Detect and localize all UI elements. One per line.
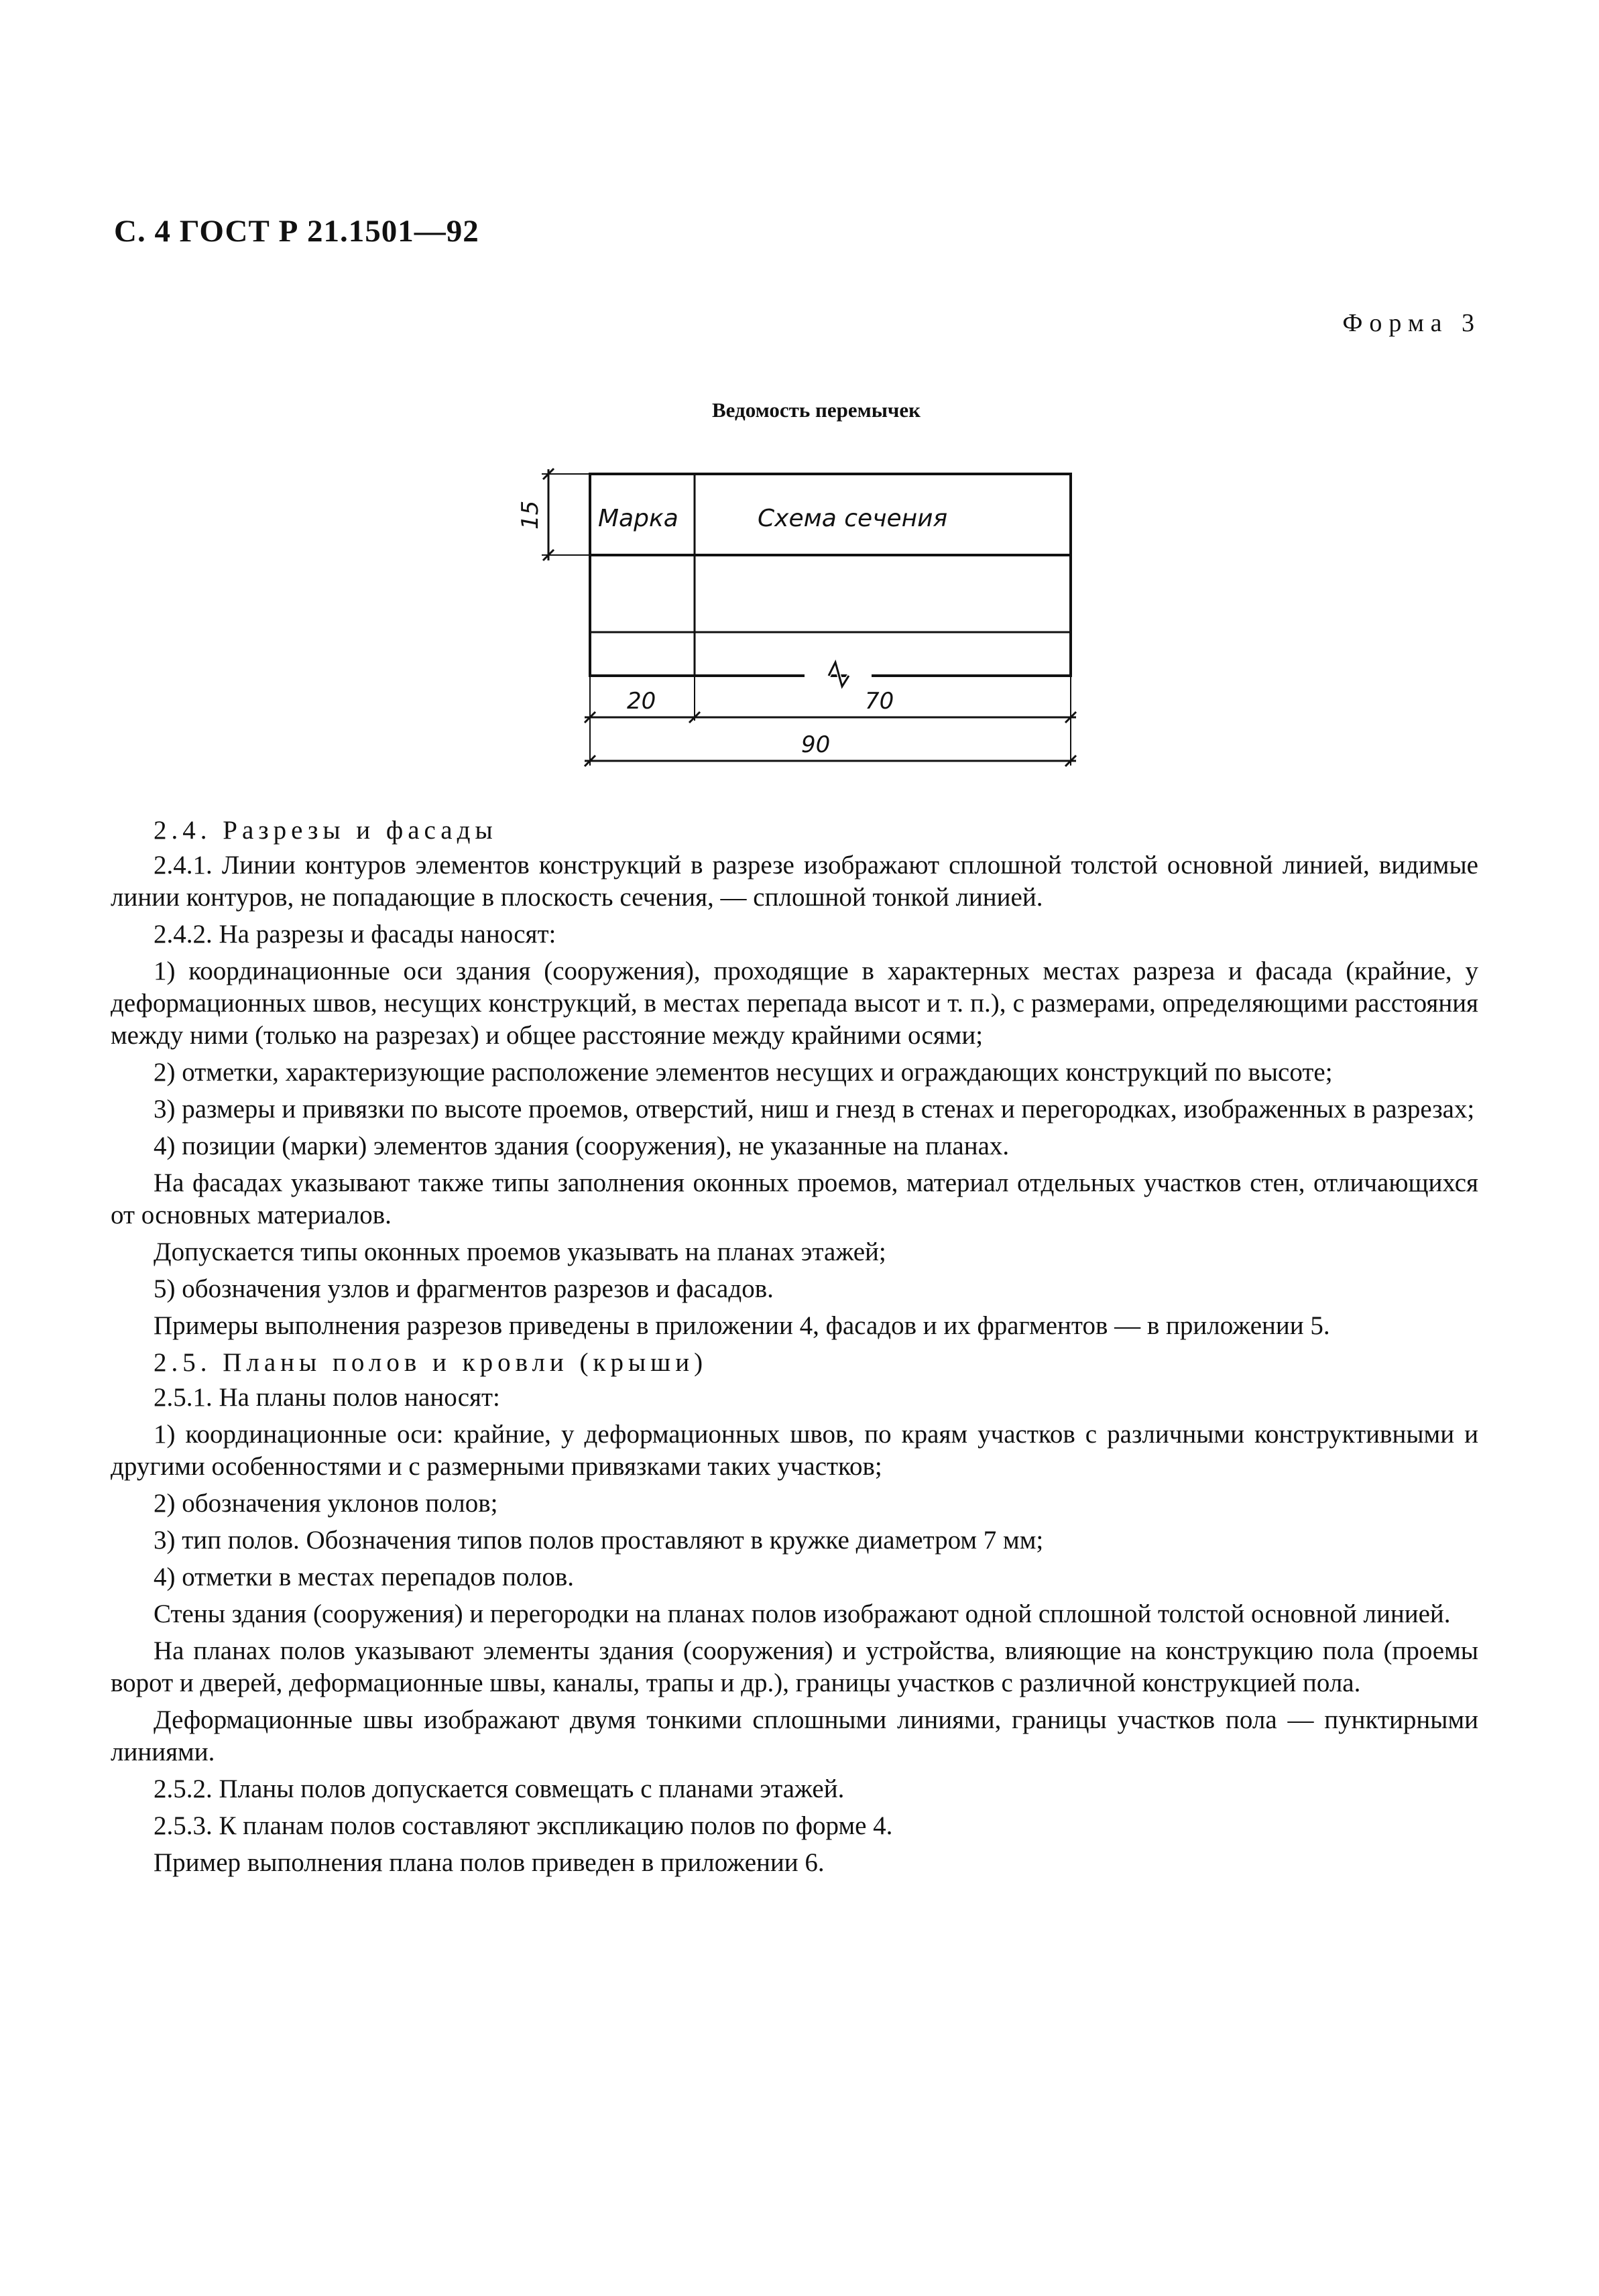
list-item: 1) координационные оси: крайние, у деформационных швов, по краям участков с различными конструктивными и другими особенностями и с размерными привязками таких участков;	[111, 1420, 1478, 1481]
paragraph-2-4-1: 2.4.1. Линии контуров элементов конструкций в разрезе изображают сплошной толстой основной линией, видимые линии контуров, не попадающие в плоскость сечения, — сплошной тонкой линией.	[111, 851, 1478, 912]
form-label: Форма 3	[1342, 309, 1481, 337]
paragraph: Допускается типы оконных проемов указывать на планах этажей;	[154, 1237, 886, 1266]
paragraph: На фасадах указывают также типы заполнения оконных проемов, материал отдельных участков стен, отличающихся от основных материалов.	[111, 1168, 1478, 1229]
section-heading-2-4: 2.4. Разрезы и фасады	[154, 816, 497, 845]
list-item: 2) обозначения уклонов полов;	[154, 1489, 498, 1518]
column-header-section-scheme: Схема сечения	[758, 505, 948, 532]
dimension-col1: 20	[627, 688, 656, 715]
list-item: 2) отметки, характеризующие расположение элементов несущих и ограждающих конструкций по высоте;	[154, 1058, 1333, 1087]
dimension-total: 90	[801, 731, 831, 758]
list-item: 4) отметки в местах перепадов полов.	[154, 1563, 575, 1591]
list-item: 5) обозначения узлов и фрагментов разрезов и фасадов.	[154, 1274, 774, 1303]
dimension-row-height: 15	[517, 500, 544, 530]
paragraph-2-5-2: 2.5.2. Планы полов допускается совмещать с планами этажей.	[154, 1774, 845, 1803]
paragraph: На планах полов указывают элементы здания (сооружения) и устройства, влияющие на конструкцию пола (проемы ворот и дверей, деформационные швы, каналы, трапы и др.), границы участков с различной конструкцией пола.	[111, 1636, 1478, 1697]
paragraph: Пример выполнения плана полов приведен в приложении 6.	[154, 1848, 825, 1877]
paragraph-2-5-3: 2.5.3. К планам полов составляют экспликацию полов по форме 4.	[154, 1811, 893, 1840]
list-item: 4) позиции (марки) элементов здания (сооружения), не указанные на планах.	[154, 1132, 1010, 1160]
list-item: 1) координационные оси здания (сооружения), проходящие в характерных местах разреза и фасада (крайние, у деформационных швов, несущих конструкций, в местах перепада высот и т. п.), с размерами, определяющими расстояния между ними (только на разрезах) и общее расстояние между крайними осями;	[111, 957, 1478, 1050]
paragraph: Деформационные швы изображают двумя тонкими сплошными линиями, границы участков пола — пунктирными линиями.	[111, 1705, 1478, 1766]
paragraph: Стены здания (сооружения) и перегородки на планах полов изображают одной сплошной толстой основной линией.	[154, 1599, 1451, 1628]
dimension-col2: 70	[865, 688, 894, 715]
form-title: Ведомость перемычек	[712, 398, 921, 422]
list-item: 3) тип полов. Обозначения типов полов проставляют в кружке диаметром 7 мм;	[154, 1526, 1044, 1555]
paragraph: Примеры выполнения разрезов приведены в приложении 4, фасадов и их фрагментов — в приложении 5.	[154, 1311, 1330, 1340]
page-header: С. 4 ГОСТ Р 21.1501—92	[114, 214, 479, 249]
section-heading-2-5: 2.5. Планы полов и кровли (крыши)	[154, 1348, 708, 1377]
column-header-mark: Марка	[598, 505, 678, 532]
list-item: 3) размеры и привязки по высоте проемов, отверстий, ниш и гнезд в стенах и перегородках, изображенных в разрезах;	[154, 1095, 1475, 1124]
paragraph-2-4-2: 2.4.2. На разрезы и фасады наносят:	[154, 920, 556, 949]
document-body	[111, 814, 1478, 1884]
paragraph-2-5-1: 2.5.1. На планы полов наносят:	[154, 1383, 500, 1412]
